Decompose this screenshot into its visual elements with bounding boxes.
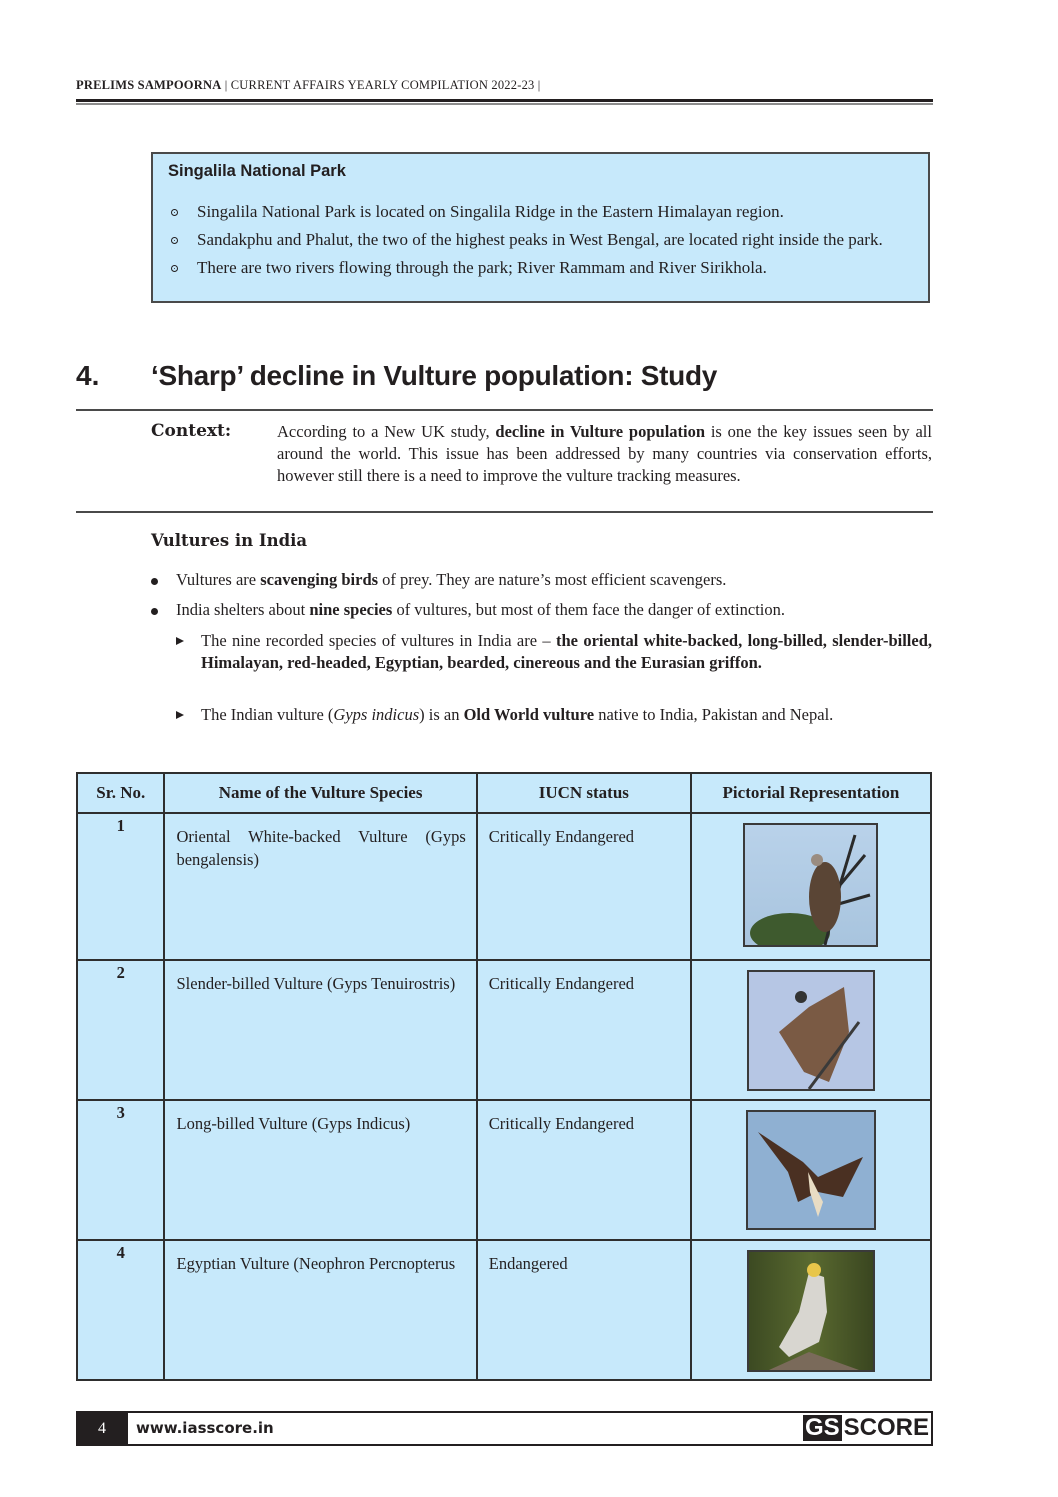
header-pictorial: Pictorial Representation [691,773,931,813]
bullet-dot-icon [151,578,158,585]
page-number: 4 [76,1411,128,1446]
ring-bullet-icon [171,209,178,216]
info-box-item: Sandakphu and Phalut, the two of the highest peaks in West Bengal, are located right inside the park. [169,229,918,251]
vulture-in-flight-photo [746,1110,876,1230]
running-head-title: PRELIMS SAMPOORNA [76,78,222,92]
page-footer [76,1411,933,1446]
arrow-bullet-icon [176,637,184,645]
info-box-list [169,201,918,285]
logo-gs: GS [804,1414,840,1441]
table-header-row [77,773,931,813]
running-header [76,78,541,93]
running-head-subtitle: | CURRENT AFFAIRS YEARLY COMPILATION 2022-23 | [221,78,541,92]
info-box-item: Singalila National Park is located on Singalila Ridge in the Eastern Himalayan region. [169,201,918,223]
header-species-name: Name of the Vulture Species [164,773,476,813]
header-rule-grey [76,103,933,105]
arrow-bullet-icon [176,711,184,719]
subheading-vultures-in-india: Vultures in India [151,531,308,550]
context-top-rule [76,409,933,411]
gsscore-logo [803,1415,929,1441]
sub-bullet-item: The Indian vulture (Gyps indicus) is an Old World vulture native to India, Pakistan and Nepal. [176,704,932,726]
header-sr-no: Sr. No. [77,773,164,813]
context-text: According to a New UK study, decline in Vulture population is one the key issues seen by all around the world. This issue has been addressed by many countries via conservation efforts, however still there is a need to improve the vulture tracking measures. [277,422,932,485]
header-iucn-status: IUCN status [477,773,691,813]
context-bottom-rule [76,511,933,513]
info-box-item: There are two rivers flowing through the park; River Rammam and River Sirikhola. [169,257,918,279]
singalila-info-box [151,152,930,303]
bullet-item: Vultures are scavenging birds of prey. They are nature’s most efficient scavengers. [151,569,932,591]
sub-bullet-item: The nine recorded species of vultures in India are – the oriental white-backed, long-billed, slender-billed, Himalayan, red-headed, Egyptian, bearded, cinereous and the Eurasian griffon. [176,630,932,674]
context-label: Context: [151,421,232,441]
section-number: 4. [76,360,100,391]
bullet-dot-icon [151,608,158,615]
table-row: 1 Oriental White-backed Vulture (Gyps bengalensis) Critically Endangered [77,813,931,960]
ring-bullet-icon [171,237,178,244]
table-row: 3 Long-billed Vulture (Gyps Indicus) Critically Endangered [77,1100,931,1240]
vulture-wings-raised-photo [747,970,875,1091]
bullet-item: India shelters about nine species of vultures, but most of them face the danger of extinction. [151,599,932,621]
section-title: ‘Sharp’ decline in Vulture population: Study [151,360,718,391]
table-row: 2 Slender-billed Vulture (Gyps Tenuirostris) Critically Endangered [77,960,931,1100]
ring-bullet-icon [171,265,178,272]
footer-url: www.iasscore.in [136,1419,274,1437]
table-row: 4 Egyptian Vulture (Neophron Percnopterus Endangered [77,1240,931,1380]
egyptian-vulture-standing-photo [747,1250,875,1372]
header-rule-dark [76,99,933,102]
info-box-title: Singalila National Park [168,162,346,180]
logo-score: SCORE [843,1414,929,1441]
vulture-perched-on-branch-photo [743,823,878,947]
vulture-species-table [76,772,932,1381]
